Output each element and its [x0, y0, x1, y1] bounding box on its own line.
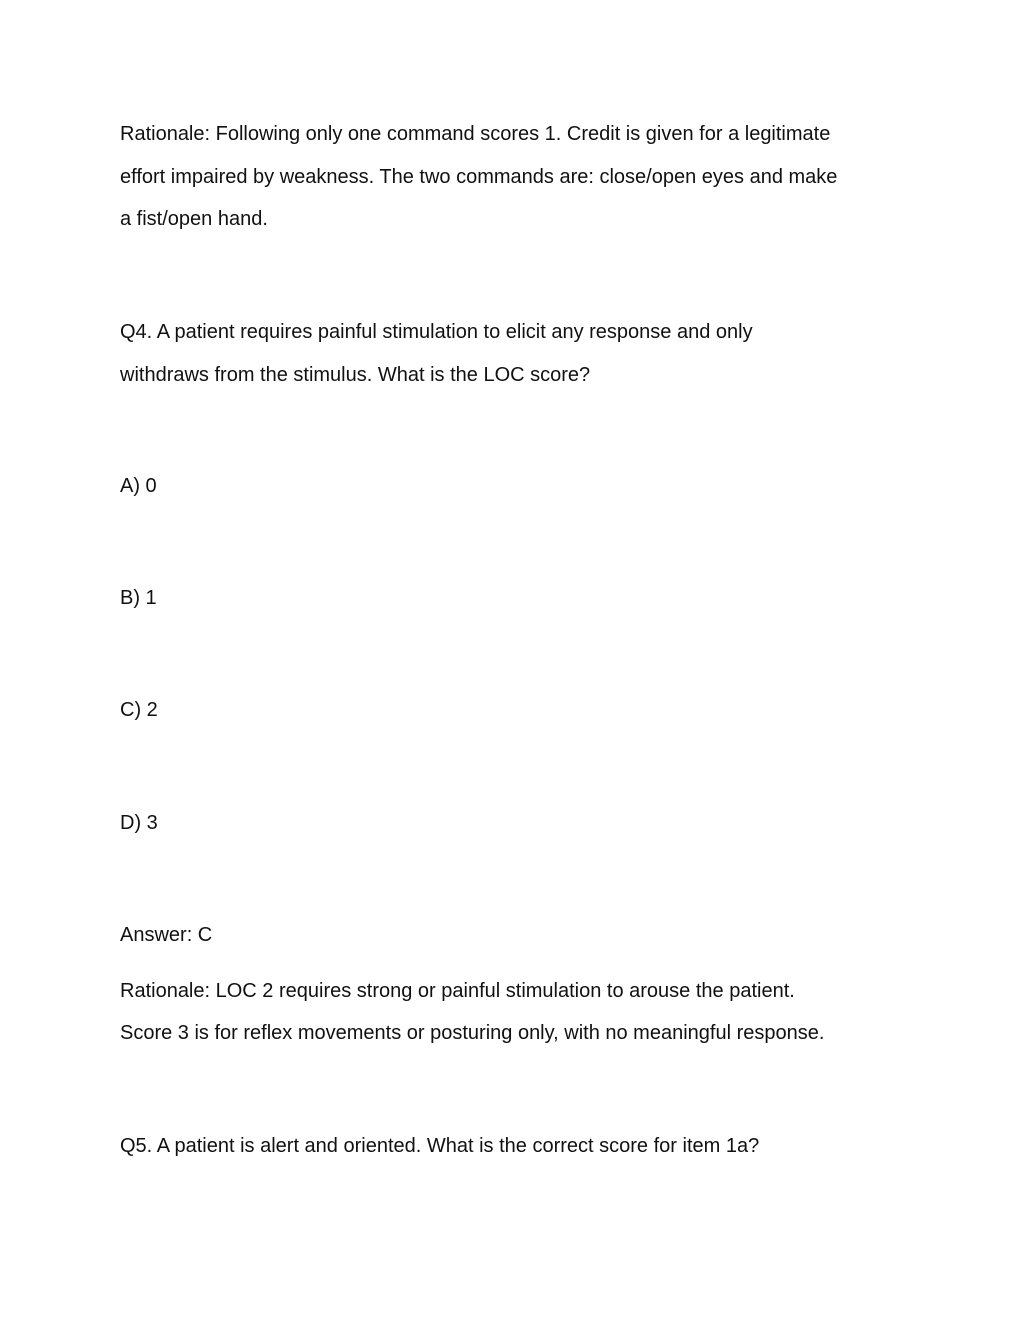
q3-rationale-line-1: Rationale: Following only one command scores 1. Credit is given for a legitimate — [120, 123, 831, 145]
q4-question-line-2: withdraws from the stimulus. What is the LOC score? — [120, 364, 591, 386]
q4-question-line-1: Q4. A patient requires painful stimulation to elicit any response and only — [120, 321, 753, 343]
q4-rationale-line-1: Rationale: LOC 2 requires strong or painful stimulation to arouse the patient. — [120, 980, 795, 1002]
q3-rationale-line-2: effort impaired by weakness. The two commands are: close/open eyes and make — [120, 166, 838, 188]
q4-option-b: B) 1 — [120, 587, 157, 609]
q4-answer: Answer: C — [120, 924, 213, 946]
q4-option-d: D) 3 — [120, 812, 158, 834]
q4-option-a: A) 0 — [120, 475, 157, 497]
q4-rationale-line-2: Score 3 is for reflex movements or posturing only, with no meaningful response. — [120, 1022, 825, 1044]
q5-question-line-1: Q5. A patient is alert and oriented. What is the correct score for item 1a? — [120, 1135, 760, 1157]
q3-rationale-line-3: a fist/open hand. — [120, 208, 268, 230]
q4-option-c: C) 2 — [120, 699, 158, 721]
